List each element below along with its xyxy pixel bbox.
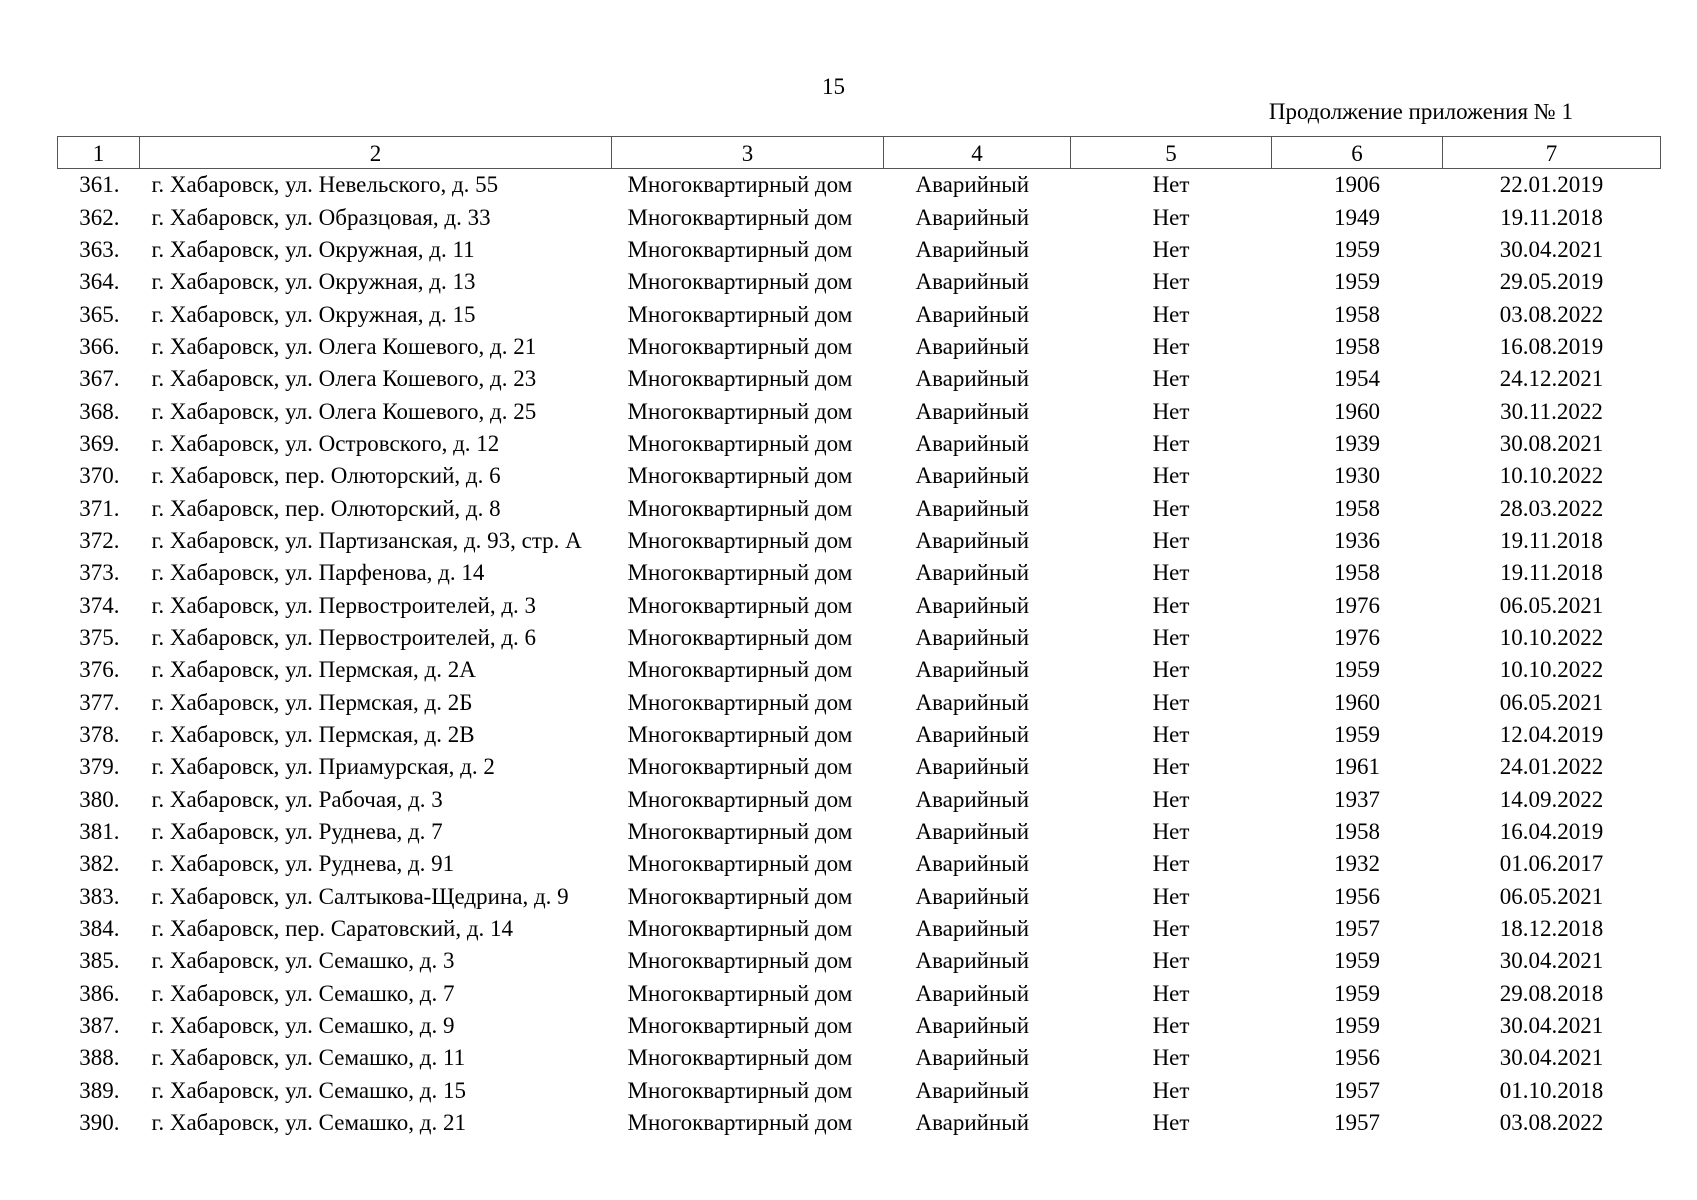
flag-cell: Нет — [1152, 624, 1190, 650]
address-cell: г. Хабаровск, ул. Олега Кошевого, д. 25 — [151, 398, 537, 424]
building-type-cell: Многоквартирный дом — [627, 1013, 853, 1039]
building-type-cell: Многоквартирный дом — [627, 301, 853, 327]
row-number: 389. — [79, 1077, 120, 1103]
year-cell: 1937 — [1334, 786, 1380, 812]
building-type-cell: Многоквартирный дом — [627, 430, 853, 456]
flag-cell: Нет — [1152, 1013, 1190, 1039]
condition-cell: Аварийный — [915, 819, 1030, 845]
table-row — [58, 654, 1661, 686]
building-type-cell: Многоквартирный дом — [627, 883, 853, 909]
row-number: 367. — [79, 366, 120, 392]
year-cell: 1958 — [1334, 819, 1380, 845]
address-cell: г. Хабаровск, ул. Окружная, д. 13 — [151, 269, 476, 295]
table-row — [58, 460, 1661, 492]
page-number-text: 15 — [822, 74, 845, 99]
row-number: 377. — [79, 689, 120, 715]
flag-cell: Нет — [1152, 851, 1190, 877]
row-number: 385. — [79, 948, 120, 974]
year-cell: 1960 — [1334, 689, 1380, 715]
date-cell: 01.10.2018 — [1499, 1077, 1604, 1103]
row-number: 383. — [79, 883, 120, 909]
flag-cell: Нет — [1152, 430, 1190, 456]
address-cell: г. Хабаровск, пер. Олюторский, д. 6 — [151, 463, 501, 489]
condition-cell: Аварийный — [915, 948, 1030, 974]
table-row — [58, 169, 1661, 202]
condition-cell: Аварийный — [915, 786, 1030, 812]
date-cell: 30.04.2021 — [1499, 948, 1604, 974]
date-cell: 30.04.2021 — [1499, 1045, 1604, 1071]
address-cell: г. Хабаровск, ул. Семашко, д. 7 — [151, 980, 455, 1006]
address-cell: г. Хабаровск, пер. Олюторский, д. 8 — [151, 495, 501, 521]
year-cell: 1930 — [1334, 463, 1380, 489]
page-number — [0, 74, 1697, 100]
date-cell: 30.04.2021 — [1499, 236, 1604, 262]
building-type-cell: Многоквартирный дом — [627, 269, 853, 295]
address-cell: г. Хабаровск, ул. Окружная, д. 15 — [151, 301, 476, 327]
flag-cell: Нет — [1152, 689, 1190, 715]
date-cell: 24.01.2022 — [1499, 754, 1604, 780]
row-number: 366. — [79, 333, 120, 359]
table-row — [58, 557, 1661, 589]
building-type-cell: Многоквартирный дом — [627, 980, 853, 1006]
address-cell: г. Хабаровск, ул. Окружная, д. 11 — [151, 236, 475, 262]
row-number: 364. — [79, 269, 120, 295]
row-number: 369. — [79, 430, 120, 456]
date-cell: 19.11.2018 — [1500, 204, 1603, 230]
table-row — [58, 298, 1661, 330]
year-cell: 1960 — [1334, 398, 1380, 424]
year-cell: 1958 — [1334, 301, 1380, 327]
date-cell: 10.10.2022 — [1499, 463, 1604, 489]
table-row — [58, 1075, 1661, 1107]
table-row — [58, 945, 1661, 977]
table-row — [58, 492, 1661, 524]
condition-cell: Аварийный — [915, 527, 1030, 553]
address-cell: г. Хабаровск, ул. Пермская, д. 2Б — [151, 689, 473, 715]
building-type-cell: Многоквартирный дом — [627, 722, 853, 748]
building-type-cell: Многоквартирный дом — [627, 916, 853, 942]
row-number: 372. — [79, 527, 120, 553]
condition-cell: Аварийный — [915, 851, 1030, 877]
row-number: 380. — [79, 786, 120, 812]
address-cell: г. Хабаровск, пер. Саратовский, д. 14 — [151, 916, 514, 942]
address-cell: г. Хабаровск, ул. Парфенова, д. 14 — [151, 560, 485, 586]
address-cell: г. Хабаровск, ул. Невельского, д. 55 — [151, 172, 499, 198]
building-type-cell: Многоквартирный дом — [627, 204, 853, 230]
address-cell: г. Хабаровск, ул. Семашко, д. 3 — [151, 948, 455, 974]
housing-register-table — [57, 136, 1661, 1139]
flag-cell: Нет — [1152, 754, 1190, 780]
building-type-cell: Многоквартирный дом — [627, 851, 853, 877]
condition-cell: Аварийный — [915, 1110, 1030, 1136]
flag-cell: Нет — [1152, 1110, 1190, 1136]
row-number: 382. — [79, 851, 120, 877]
condition-cell: Аварийный — [915, 269, 1030, 295]
column-header-1: 1 — [58, 137, 140, 169]
date-cell: 16.04.2019 — [1499, 819, 1604, 845]
date-cell: 10.10.2022 — [1499, 657, 1604, 683]
date-cell: 03.08.2022 — [1499, 301, 1604, 327]
building-type-cell: Многоквартирный дом — [627, 495, 853, 521]
year-cell: 1959 — [1334, 948, 1380, 974]
year-cell: 1959 — [1334, 980, 1380, 1006]
row-number: 373. — [79, 560, 120, 586]
flag-cell: Нет — [1152, 819, 1190, 845]
table-row — [58, 784, 1661, 816]
date-cell: 19.11.2018 — [1500, 560, 1603, 586]
row-number: 361. — [79, 172, 120, 198]
row-number: 386. — [79, 980, 120, 1006]
flag-cell: Нет — [1152, 948, 1190, 974]
year-cell: 1959 — [1334, 722, 1380, 748]
row-number: 379. — [79, 754, 120, 780]
table-row — [58, 719, 1661, 751]
flag-cell: Нет — [1152, 722, 1190, 748]
flag-cell: Нет — [1152, 366, 1190, 392]
table-header — [58, 137, 1661, 169]
condition-cell: Аварийный — [915, 722, 1030, 748]
date-cell: 19.11.2018 — [1500, 527, 1603, 553]
flag-cell: Нет — [1152, 1077, 1190, 1103]
year-cell: 1957 — [1334, 1077, 1380, 1103]
table-row — [58, 1107, 1661, 1139]
table-row — [58, 428, 1661, 460]
building-type-cell: Многоквартирный дом — [627, 463, 853, 489]
condition-cell: Аварийный — [915, 916, 1030, 942]
row-number: 374. — [79, 592, 120, 618]
condition-cell: Аварийный — [915, 1013, 1030, 1039]
year-cell: 1956 — [1334, 883, 1380, 909]
date-cell: 28.03.2022 — [1499, 495, 1604, 521]
table-row — [58, 525, 1661, 557]
date-cell: 06.05.2021 — [1499, 883, 1604, 909]
address-cell: г. Хабаровск, ул. Олега Кошевого, д. 23 — [151, 366, 537, 392]
flag-cell: Нет — [1152, 1045, 1190, 1071]
column-header-6: 6 — [1272, 137, 1443, 169]
date-cell: 29.08.2018 — [1499, 980, 1604, 1006]
building-type-cell: Многоквартирный дом — [627, 333, 853, 359]
flag-cell: Нет — [1152, 172, 1190, 198]
table-row — [58, 751, 1661, 783]
condition-cell: Аварийный — [915, 463, 1030, 489]
date-cell: 30.11.2022 — [1500, 398, 1603, 424]
condition-cell: Аварийный — [915, 592, 1030, 618]
header-row — [58, 137, 1661, 169]
address-cell: г. Хабаровск, ул. Семашко, д. 21 — [151, 1110, 466, 1136]
year-cell: 1959 — [1334, 269, 1380, 295]
flag-cell: Нет — [1152, 657, 1190, 683]
year-cell: 1976 — [1334, 624, 1380, 650]
year-cell: 1949 — [1334, 204, 1380, 230]
address-cell: г. Хабаровск, ул. Первостроителей, д. 3 — [151, 592, 537, 618]
condition-cell: Аварийный — [915, 333, 1030, 359]
address-cell: г. Хабаровск, ул. Первостроителей, д. 6 — [151, 624, 537, 650]
year-cell: 1961 — [1334, 754, 1380, 780]
building-type-cell: Многоквартирный дом — [627, 754, 853, 780]
condition-cell: Аварийный — [915, 560, 1030, 586]
year-cell: 1957 — [1334, 916, 1380, 942]
building-type-cell: Многоквартирный дом — [627, 1110, 853, 1136]
date-cell: 06.05.2021 — [1499, 592, 1604, 618]
table-row — [58, 331, 1661, 363]
date-cell: 18.12.2018 — [1499, 916, 1604, 942]
table-row — [58, 201, 1661, 233]
row-number: 384. — [79, 916, 120, 942]
building-type-cell: Многоквартирный дом — [627, 624, 853, 650]
flag-cell: Нет — [1152, 527, 1190, 553]
condition-cell: Аварийный — [915, 883, 1030, 909]
condition-cell: Аварийный — [915, 366, 1030, 392]
table-row — [58, 913, 1661, 945]
table-row — [58, 266, 1661, 298]
flag-cell: Нет — [1152, 495, 1190, 521]
flag-cell: Нет — [1152, 883, 1190, 909]
flag-cell: Нет — [1152, 980, 1190, 1006]
year-cell: 1936 — [1334, 527, 1380, 553]
row-number: 363. — [79, 236, 120, 262]
table-row — [58, 978, 1661, 1010]
year-cell: 1958 — [1334, 333, 1380, 359]
row-number: 371. — [79, 495, 120, 521]
flag-cell: Нет — [1152, 592, 1190, 618]
table-row — [58, 816, 1661, 848]
row-number: 362. — [79, 204, 120, 230]
date-cell: 30.08.2021 — [1499, 430, 1604, 456]
building-type-cell: Многоквартирный дом — [627, 236, 853, 262]
condition-cell: Аварийный — [915, 657, 1030, 683]
table-row — [58, 589, 1661, 621]
building-type-cell: Многоквартирный дом — [627, 592, 853, 618]
table-row — [58, 1042, 1661, 1074]
address-cell: г. Хабаровск, ул. Руднева, д. 7 — [151, 819, 443, 845]
building-type-cell: Многоквартирный дом — [627, 366, 853, 392]
date-cell: 01.06.2017 — [1499, 851, 1604, 877]
date-cell: 12.04.2019 — [1499, 722, 1604, 748]
condition-cell: Аварийный — [915, 1077, 1030, 1103]
row-number: 368. — [79, 398, 120, 424]
building-type-cell: Многоквартирный дом — [627, 560, 853, 586]
condition-cell: Аварийный — [915, 236, 1030, 262]
flag-cell: Нет — [1152, 236, 1190, 262]
address-cell: г. Хабаровск, ул. Олега Кошевого, д. 21 — [151, 333, 537, 359]
condition-cell: Аварийный — [915, 689, 1030, 715]
building-type-cell: Многоквартирный дом — [627, 398, 853, 424]
year-cell: 1976 — [1334, 592, 1380, 618]
table-row — [58, 622, 1661, 654]
flag-cell: Нет — [1152, 301, 1190, 327]
address-cell: г. Хабаровск, ул. Руднева, д. 91 — [151, 851, 455, 877]
flag-cell: Нет — [1152, 333, 1190, 359]
condition-cell: Аварийный — [915, 624, 1030, 650]
date-cell: 30.04.2021 — [1499, 1013, 1604, 1039]
address-cell: г. Хабаровск, ул. Рабочая, д. 3 — [151, 786, 443, 812]
row-number: 376. — [79, 657, 120, 683]
address-cell: г. Хабаровск, ул. Пермская, д. 2В — [151, 722, 475, 748]
column-header-5: 5 — [1071, 137, 1272, 169]
flag-cell: Нет — [1152, 269, 1190, 295]
row-number: 370. — [79, 463, 120, 489]
column-header-2: 2 — [140, 137, 612, 169]
row-number: 390. — [79, 1110, 120, 1136]
appendix-note: Продолжение приложения № 1 — [1268, 99, 1573, 124]
year-cell: 1959 — [1334, 657, 1380, 683]
address-cell: г. Хабаровск, ул. Салтыкова-Щедрина, д. 9 — [151, 883, 569, 909]
flag-cell: Нет — [1152, 398, 1190, 424]
building-type-cell: Многоквартирный дом — [627, 1045, 853, 1071]
flag-cell: Нет — [1152, 786, 1190, 812]
condition-cell: Аварийный — [915, 301, 1030, 327]
building-type-cell: Многоквартирный дом — [627, 786, 853, 812]
building-type-cell: Многоквартирный дом — [627, 948, 853, 974]
date-cell: 16.08.2019 — [1499, 333, 1604, 359]
row-number: 378. — [79, 722, 120, 748]
address-cell: г. Хабаровск, ул. Семашко, д. 15 — [151, 1077, 466, 1103]
building-type-cell: Многоквартирный дом — [627, 819, 853, 845]
year-cell: 1932 — [1334, 851, 1380, 877]
address-cell: г. Хабаровск, ул. Пермская, д. 2А — [151, 657, 476, 683]
date-cell: 06.05.2021 — [1499, 689, 1604, 715]
year-cell: 1958 — [1334, 495, 1380, 521]
row-number: 388. — [79, 1045, 120, 1071]
building-type-cell: Многоквартирный дом — [627, 527, 853, 553]
table-row — [58, 234, 1661, 266]
condition-cell: Аварийный — [915, 1045, 1030, 1071]
building-type-cell: Многоквартирный дом — [627, 689, 853, 715]
flag-cell: Нет — [1152, 560, 1190, 586]
address-cell: г. Хабаровск, ул. Приамурская, д. 2 — [151, 754, 495, 780]
column-header-7: 7 — [1443, 137, 1661, 169]
date-cell: 03.08.2022 — [1499, 1110, 1604, 1136]
condition-cell: Аварийный — [915, 172, 1030, 198]
condition-cell: Аварийный — [915, 495, 1030, 521]
year-cell: 1959 — [1334, 1013, 1380, 1039]
date-cell: 10.10.2022 — [1499, 624, 1604, 650]
building-type-cell: Многоквартирный дом — [627, 657, 853, 683]
row-number: 381. — [79, 819, 120, 845]
table-row — [58, 1010, 1661, 1042]
address-cell: г. Хабаровск, ул. Семашко, д. 9 — [151, 1013, 455, 1039]
year-cell: 1906 — [1334, 172, 1380, 198]
condition-cell: Аварийный — [915, 980, 1030, 1006]
table-body — [58, 169, 1661, 1140]
building-type-cell: Многоквартирный дом — [627, 172, 853, 198]
condition-cell: Аварийный — [915, 754, 1030, 780]
column-header-3: 3 — [612, 137, 884, 169]
row-number: 375. — [79, 624, 120, 650]
year-cell: 1954 — [1334, 366, 1380, 392]
address-cell: г. Хабаровск, ул. Островского, д. 12 — [151, 430, 500, 456]
condition-cell: Аварийный — [915, 204, 1030, 230]
row-number: 387. — [79, 1013, 120, 1039]
building-type-cell: Многоквартирный дом — [627, 1077, 853, 1103]
condition-cell: Аварийный — [915, 430, 1030, 456]
year-cell: 1959 — [1334, 236, 1380, 262]
column-header-4: 4 — [884, 137, 1071, 169]
table-row — [58, 395, 1661, 427]
table-row — [58, 881, 1661, 913]
year-cell: 1957 — [1334, 1110, 1380, 1136]
date-cell: 29.05.2019 — [1499, 269, 1604, 295]
date-cell: 24.12.2021 — [1499, 366, 1604, 392]
table-row — [58, 687, 1661, 719]
date-cell: 22.01.2019 — [1499, 172, 1604, 198]
row-number: 365. — [79, 301, 120, 327]
address-cell: г. Хабаровск, ул. Семашко, д. 11 — [151, 1045, 466, 1071]
date-cell: 14.09.2022 — [1499, 786, 1604, 812]
year-cell: 1956 — [1334, 1045, 1380, 1071]
table-row — [58, 363, 1661, 395]
flag-cell: Нет — [1152, 204, 1190, 230]
address-cell: г. Хабаровск, ул. Образцовая, д. 33 — [151, 204, 491, 230]
year-cell: 1958 — [1334, 560, 1380, 586]
year-cell: 1939 — [1334, 430, 1380, 456]
table-row — [58, 848, 1661, 880]
address-cell: г. Хабаровск, ул. Партизанская, д. 93, стр. А — [151, 527, 582, 553]
condition-cell: Аварийный — [915, 398, 1030, 424]
flag-cell: Нет — [1152, 916, 1190, 942]
flag-cell: Нет — [1152, 463, 1190, 489]
